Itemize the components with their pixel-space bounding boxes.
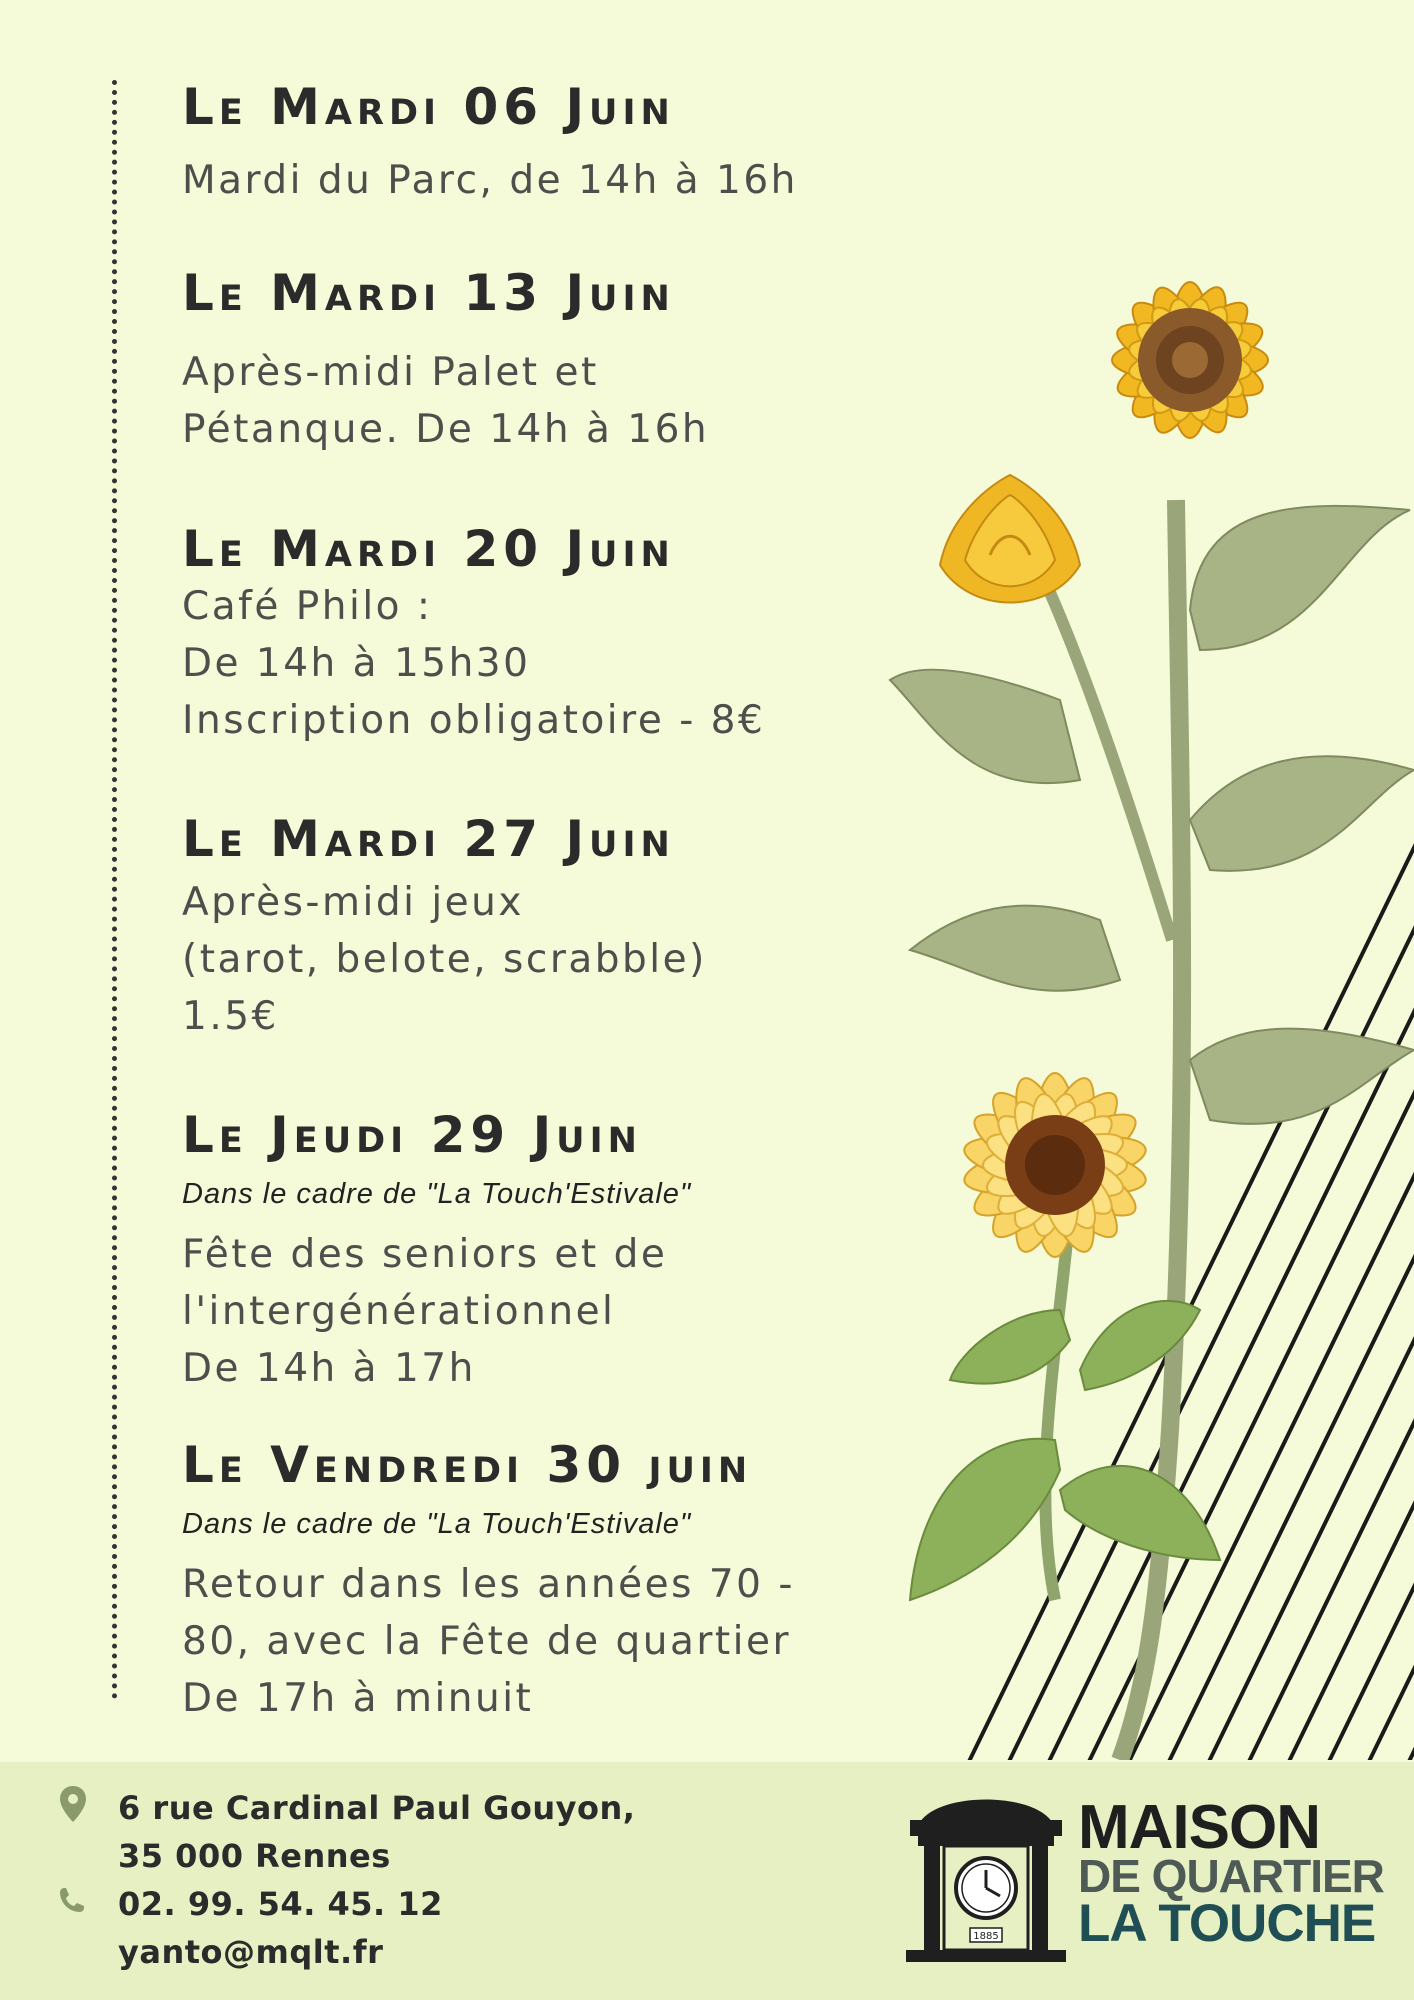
- event-description: [182, 1556, 795, 1727]
- event-description: [182, 874, 707, 1045]
- phone-row: [58, 1880, 443, 1976]
- address: [118, 1784, 635, 1880]
- sunflower-bud: [940, 475, 1080, 603]
- event-date: Le Vendredi 30 juin: [182, 1436, 753, 1494]
- map-pin-icon: [58, 1784, 88, 1824]
- event-description-line: Mardi du Parc, de 14h à 16h: [182, 158, 798, 203]
- event-description: [182, 152, 798, 209]
- event-description-line: Pétanque. De 14h à 16h: [182, 407, 710, 452]
- event-date: Le Mardi 06 Juin: [182, 78, 675, 136]
- logo-line-la-touche: LA TOUCHE: [1078, 1894, 1376, 1953]
- logo-line-maison: MAISON: [1078, 1793, 1320, 1862]
- event-description: [182, 344, 709, 458]
- stem: [1045, 1210, 1070, 1600]
- clock-building-logo: [900, 1782, 1072, 1966]
- address-line: 35 000 Rennes: [118, 1837, 391, 1875]
- logo-line-de-quartier: DE QUARTIER: [1078, 1850, 1384, 1902]
- event-note: Dans le cadre de "La Touch'Estivale": [182, 1178, 692, 1210]
- event-description-line: (tarot, belote, scrabble): [182, 937, 707, 982]
- logo-year: 1885: [973, 1931, 999, 1942]
- logo-text: [1078, 1793, 1384, 1953]
- contact-info: [118, 1880, 443, 1976]
- event-description-line: Après-midi jeux: [182, 880, 524, 925]
- event-description-line: Fête des seniors et de: [182, 1232, 668, 1277]
- event-description-line: 1.5€: [182, 994, 279, 1039]
- email-link[interactable]: yanto@mqlt.fr: [118, 1933, 384, 1971]
- event-description: [182, 1226, 667, 1397]
- address-row: [58, 1784, 635, 1880]
- phone-number[interactable]: 02. 99. 54. 45. 12: [118, 1885, 443, 1923]
- event-date: Le Mardi 13 Juin: [182, 264, 675, 322]
- event-description-line: Inscription obligatoire - 8€: [182, 698, 766, 743]
- event-note: Dans le cadre de "La Touch'Estivale": [182, 1508, 692, 1540]
- sunflower-illustration: [860, 180, 1414, 1760]
- event-description-line: Café Philo :: [182, 584, 433, 629]
- event-description-line: 80, avec la Fête de quartier: [182, 1619, 792, 1664]
- event-date: Le Mardi 20 Juin: [182, 520, 675, 578]
- event-description-line: Retour dans les années 70 -: [182, 1562, 795, 1607]
- event-description: [182, 578, 765, 749]
- leaves: [890, 506, 1414, 1124]
- dotted-divider: [112, 80, 117, 1700]
- event-description-line: De 14h à 17h: [182, 1346, 476, 1391]
- event-description-line: l'intergénérationnel: [182, 1289, 616, 1334]
- phone-icon: [58, 1880, 88, 1920]
- event-description-line: De 17h à minuit: [182, 1676, 534, 1721]
- event-date: Le Mardi 27 Juin: [182, 810, 675, 868]
- event-description-line: De 14h à 15h30: [182, 641, 531, 686]
- event-date: Le Jeudi 29 Juin: [182, 1106, 642, 1164]
- sunflower-top: [1109, 279, 1270, 440]
- event-description-line: Après-midi Palet et: [182, 350, 599, 395]
- address-line: 6 rue Cardinal Paul Gouyon,: [118, 1789, 636, 1827]
- sunflower-bottom: [960, 1070, 1150, 1259]
